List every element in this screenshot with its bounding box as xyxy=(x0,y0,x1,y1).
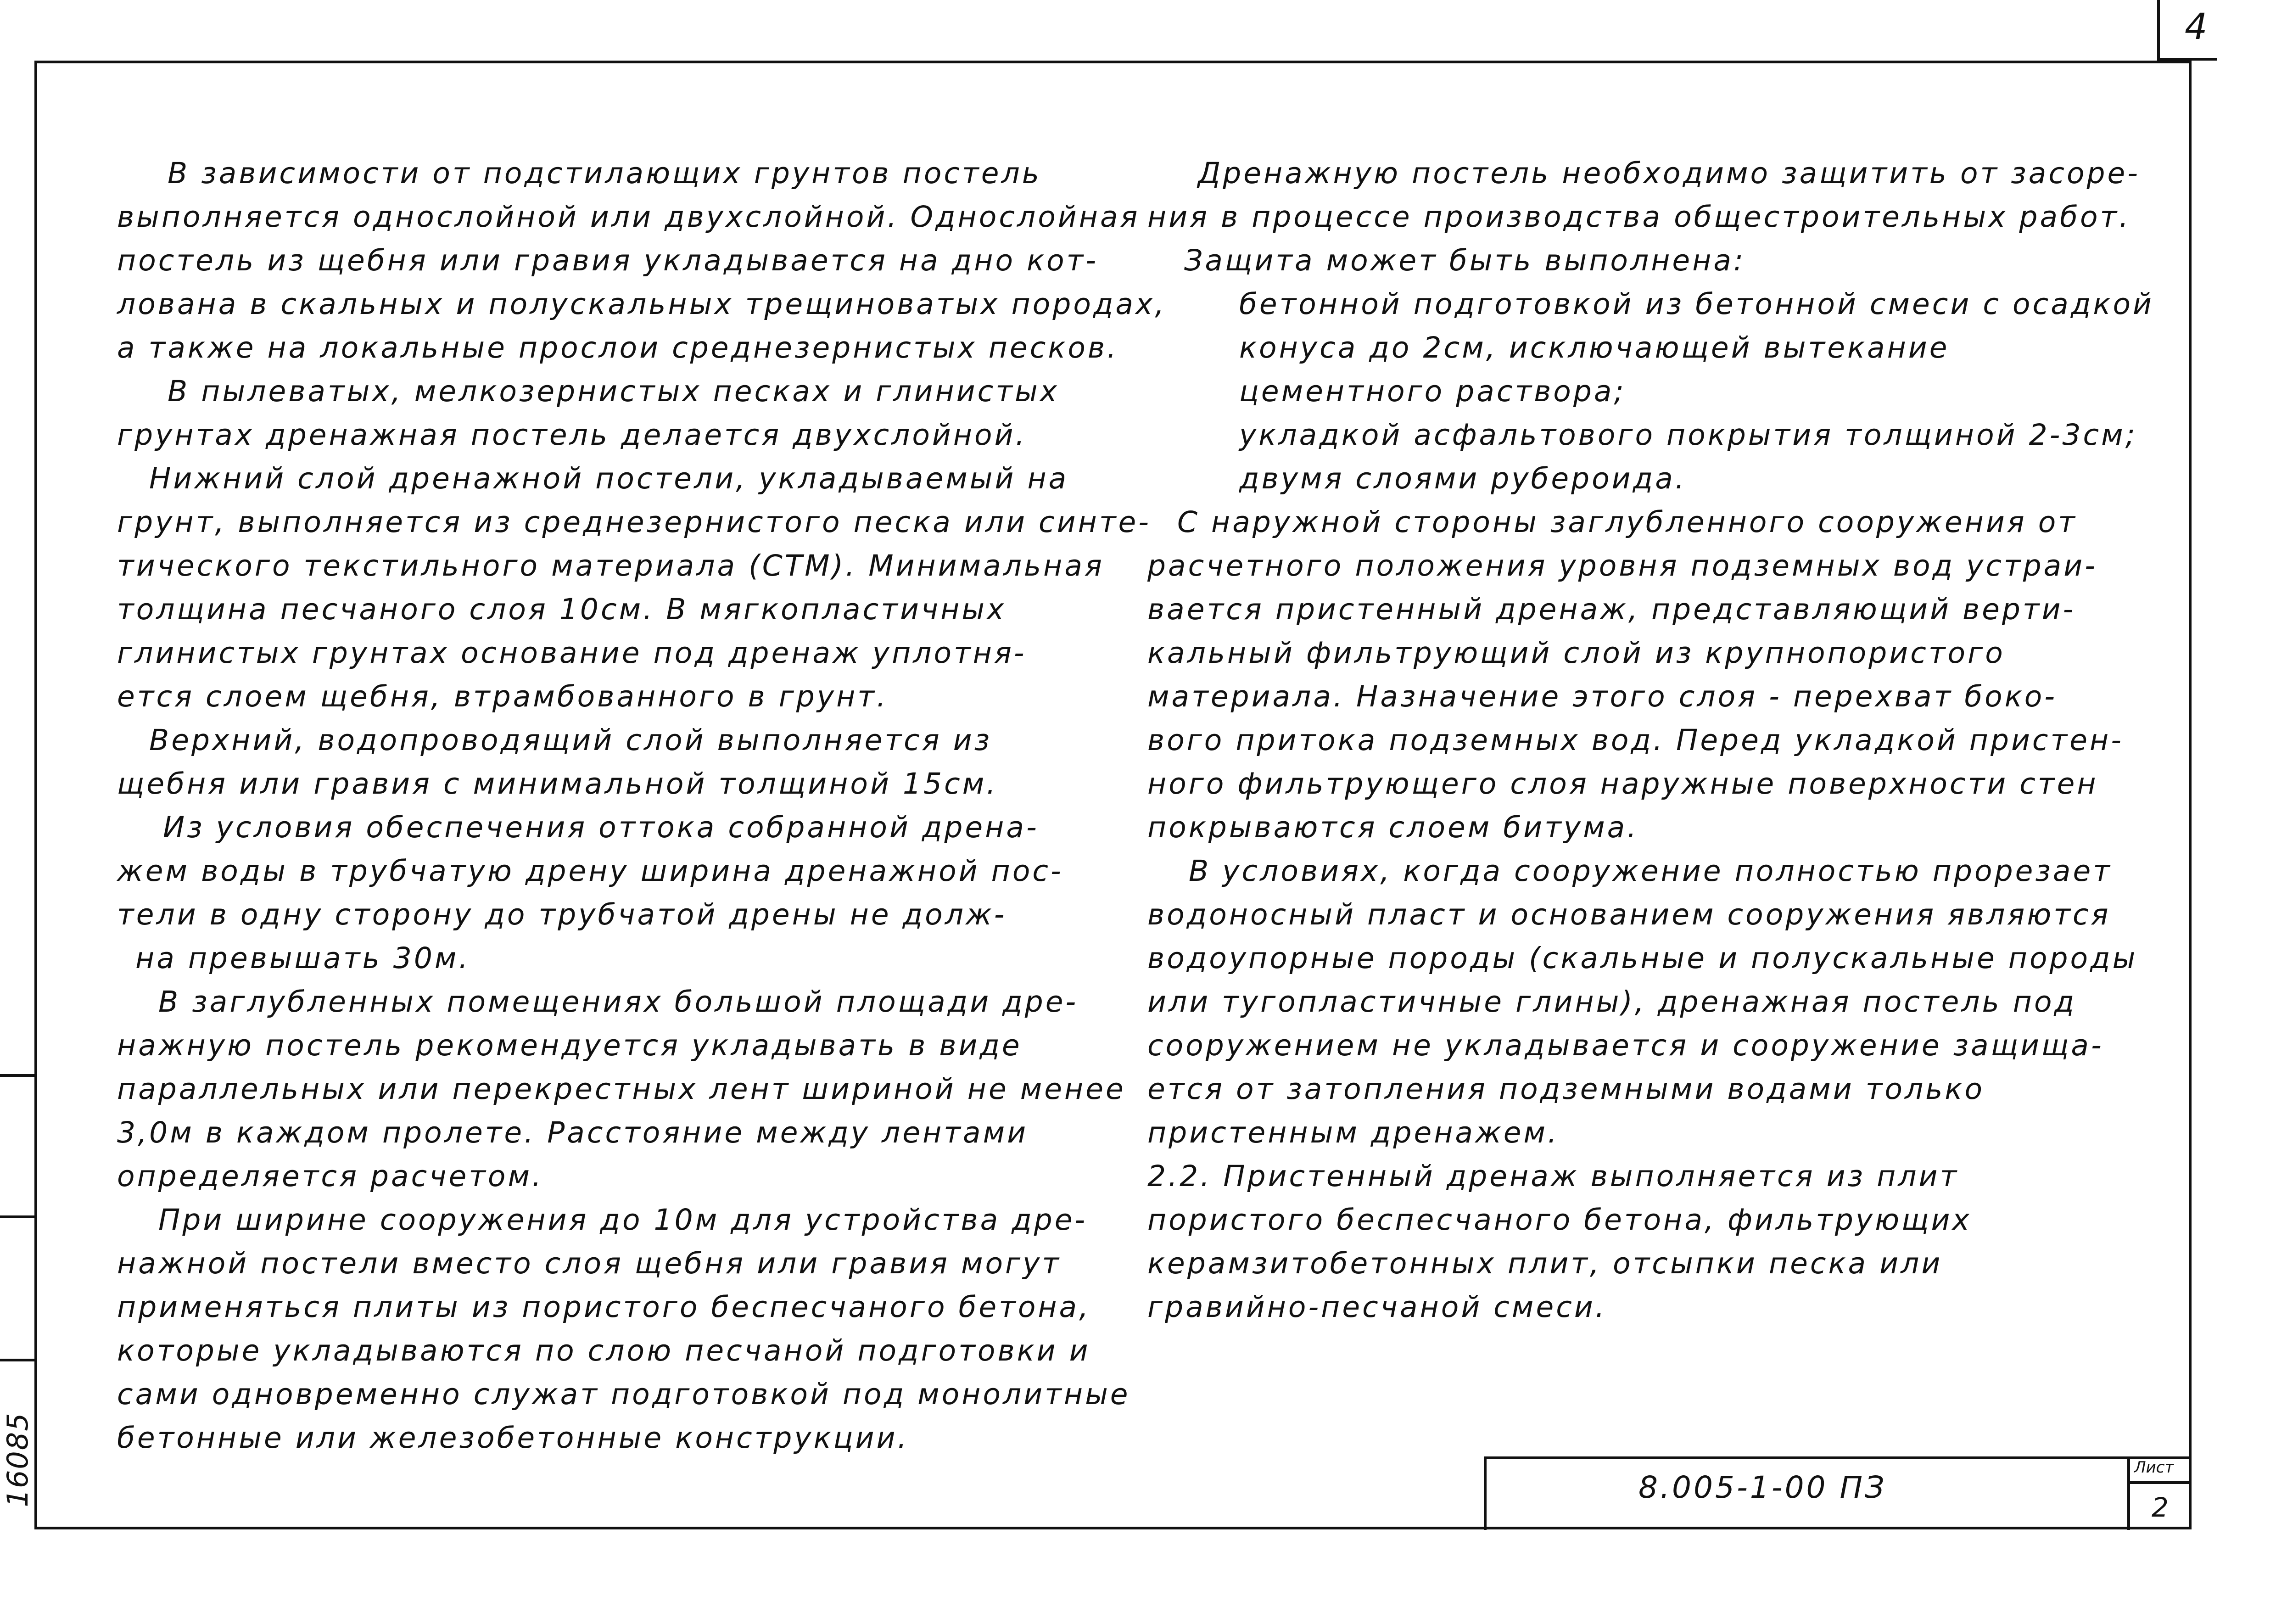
text-line: материала. Назначение этого слоя - перехват боко- xyxy=(1147,680,2058,713)
text-line: укладкой асфальтового покрытия толщиной 2-3см; xyxy=(1239,418,2137,452)
text-line: а также на локальные прослои среднезернистых песков. xyxy=(117,331,1119,364)
top-page-number: 4 xyxy=(2185,6,2208,48)
text-line: водоносный пласт и основанием сооружения являются xyxy=(1147,898,2111,931)
text-line: постель из щебня или гравия укладывается на дно кот- xyxy=(117,244,1099,277)
text-line: двумя слоями рубероида. xyxy=(1239,462,1687,495)
text-line: цементного раствора; xyxy=(1239,375,1626,408)
binding-strip-divider xyxy=(0,1215,37,1218)
text-line: нажную постель рекомендуется укладывать в виде xyxy=(117,1029,1022,1062)
text-line: В пылеватых, мелкозернистых песках и глинистых xyxy=(168,375,1059,408)
text-line: щебня или гравия с минимальной толщиной 15см. xyxy=(117,767,998,801)
sheet-number: 2 xyxy=(2152,1492,2169,1523)
text-line: вого притока подземных вод. Перед укладкой пристен- xyxy=(1147,723,2124,757)
text-line: толщина песчаного слоя 10см. В мягкопластичных xyxy=(117,593,1007,626)
text-line: В заглубленных помещениях большой площади дре- xyxy=(158,985,1079,1019)
sheet-label: Лист xyxy=(2134,1458,2174,1477)
text-line: Защита может быть выполнена: xyxy=(1184,244,1746,277)
text-line: керамзитобетонных плит, отсыпки песка или xyxy=(1147,1247,1943,1280)
text-line: В зависимости от подстилающих грунтов постель xyxy=(168,157,1041,190)
text-line: нажной постели вместо слоя щебня или гравия могут xyxy=(117,1247,1062,1280)
sheet-number-cell-divider xyxy=(2127,1481,2192,1484)
text-line: В условиях, когда сооружение полностью прорезает xyxy=(1189,854,2112,888)
text-line: расчетного положения уровня подземных вод устраи- xyxy=(1147,549,2097,582)
binding-code: 16085 xyxy=(1,1412,34,1507)
text-line: Из условия обеспечения оттока собранной дрена- xyxy=(163,811,1039,844)
text-line: С наружной стороны заглубленного сооружения от xyxy=(1177,505,2077,539)
text-line: покрываются слоем битума. xyxy=(1147,811,1639,844)
text-line: жем воды в трубчатую дрену ширина дренажной пос- xyxy=(117,854,1063,888)
top-number-box-vertical-line xyxy=(2157,0,2160,61)
document-designation: 8.005-1-00 ПЗ xyxy=(1638,1470,1887,1505)
text-line: грунт, выполняется из среднезернистого песка или синте- xyxy=(117,505,1152,539)
text-line: Нижний слой дренажной постели, укладываемый на xyxy=(149,462,1069,495)
text-line: бетонной подготовкой из бетонной смеси с осадкой xyxy=(1239,287,2154,321)
text-line: ется от затопления подземными водами только xyxy=(1147,1072,1985,1106)
text-line: параллельных или перекрестных лент шириной не менее xyxy=(117,1072,1126,1106)
text-line: ного фильтрующего слоя наружные поверхности стен xyxy=(1147,767,2098,801)
text-line: ния в процессе производства общестроительных работ. xyxy=(1147,200,2131,234)
text-line: которые укладываются по слою песчаной подготовки и xyxy=(117,1334,1090,1367)
text-line: определяется расчетом. xyxy=(117,1159,543,1193)
text-line: водоупорные породы (скальные и полускальные породы xyxy=(1147,941,2138,975)
text-line: конуса до 2см, исключающей вытекание xyxy=(1239,331,1950,364)
binding-strip-divider xyxy=(0,1359,37,1361)
text-line: выполняется однослойной или двухслойной. Однослойная xyxy=(117,200,1140,234)
text-line: пристенным дренажем. xyxy=(1147,1116,1560,1149)
text-line: пористого беспесчаного бетона, фильтрующих xyxy=(1147,1203,1972,1237)
text-line: глинистых грунтах основание под дренаж уплотня- xyxy=(117,636,1027,670)
text-line: сами одновременно служат подготовкой под монолитные xyxy=(117,1378,1130,1411)
text-line: сооружением не укладывается и сооружение защища- xyxy=(1147,1029,2104,1062)
text-line: ется слоем щебня, втрамбованного в грунт. xyxy=(117,680,888,713)
text-line: тического текстильного материала (СТМ). Минимальная xyxy=(117,549,1104,582)
text-line: Верхний, водопроводящий слой выполняется из xyxy=(149,723,992,757)
text-line: вается пристенный дренаж, представляющий верти- xyxy=(1147,593,2076,626)
text-line: бетонные или железобетонные конструкции. xyxy=(117,1421,909,1455)
right-text-column xyxy=(1147,151,2154,1329)
text-line: грунтах дренажная постель делается двухслойной. xyxy=(117,418,1027,452)
text-line: или тугопластичные глины), дренажная постель под xyxy=(1147,985,2077,1019)
text-line: гравийно-песчаной смеси. xyxy=(1147,1290,1607,1324)
text-line: тели в одну сторону до трубчатой дрены не долж- xyxy=(117,898,1007,931)
text-line: лована в скальных и полускальных трещиноватых породах, xyxy=(117,287,1167,321)
text-line: применяться плиты из пористого беспесчаного бетона, xyxy=(117,1290,1091,1324)
text-line: При ширине сооружения до 10м для устройства дре- xyxy=(158,1203,1088,1237)
text-line: 2.2. Пристенный дренаж выполняется из плит xyxy=(1147,1159,1959,1193)
text-line: 3,0м в каждом пролете. Расстояние между лентами xyxy=(117,1116,1029,1149)
text-line: кальный фильтрующий слой из крупнопористого xyxy=(1147,636,2005,670)
left-text-column xyxy=(117,151,1167,1460)
text-line: Дренажную постель необходимо защитить от засоре- xyxy=(1198,157,2141,190)
text-line: на превышать 30м. xyxy=(135,941,470,975)
